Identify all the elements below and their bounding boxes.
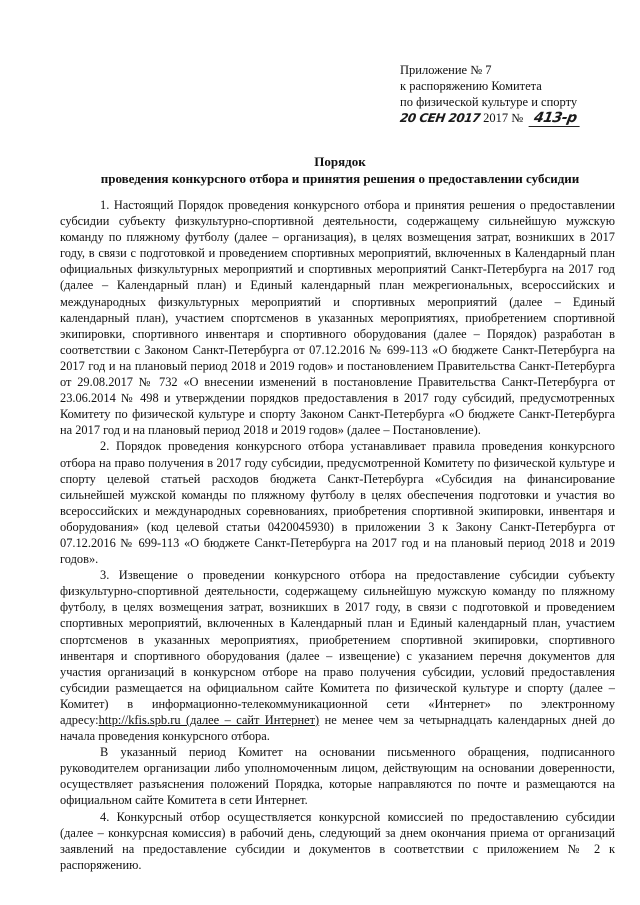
- appendix-committee-line: по физической культуре и спорту: [400, 95, 578, 109]
- document-title: Порядок: [314, 154, 366, 169]
- appendix-order-line: к распоряжению Комитета: [400, 79, 542, 93]
- appendix-block: [400, 62, 625, 127]
- appendix-year-number-label: 2017 №: [483, 111, 524, 125]
- document-subtitle: проведения конкурсного отбора и принятия решения о предоставлении субсидии: [100, 171, 580, 186]
- paragraph-2: 2. Порядок проведения конкурсного отбора устанавливает правила проведения конкурсного отбора на право получения в 2017 году субсидии, предусмотренной Комитету по физической культуре и спорту целевой статьей расходов бюджета Санкт-Петербурга «Субсидия на финансирование сильнейшей мужской команды по пляжному футболу в целях обеспечения подготовки и участия во всероссийских и международных соревнованиях, приобретения спортивной экипировки, инвентаря и оборудования» (код целевой статьи 0420045930) в приложении 3 к Закону Санкт-Петербурга от 07.12.2016 № 699-113 «О бюджете Санкт-Петербурга на 2017 год и на плановый период 2018 и 2019 годов».: [60, 439, 615, 567]
- paragraph-3-text-end: не менее чем за четырнадцать календарных дней до начала проведения конкурсного отбора.: [60, 713, 615, 744]
- document-body: [60, 197, 615, 873]
- paragraph-1: 1. Настоящий Порядок проведения конкурсного отбора и принятия решения о предоставлении субсидии субъекту физкультурно-спортивной деятельности, содержащему сильнейшую мужскую команду по пляжному футболу (далее – организация), в целях возмещения затрат, возникших в 2017 году, в связи с подготовкой и проведением спортивных мероприятий, включенных в Календарный план официальных физкультурных мероприятий и спортивных мероприятий Санкт-Петербурга на 2017 год (далее – Календарный план) и Единый календарный план межрегиональных, всероссийских и международных физкультурных мероприятий и спортивных мероприятий (далее – Единый календарный план), участием спортсменов в указанных мероприятиях, приобретением спортивной экипировки, спортивного инвентаря и спортивного оборудования (далее – Порядок) разработан в соответствии с Законом Санкт-Петербурга от 07.12.2016 № 699-113 «О бюджете Санкт-Петербурга на 2017 год и на плановый период 2018 и 2019 годов» и постановлением Правительства Санкт-Петербурга от 29.08.2017 № 732 «О внесении изменений в постановление Правительства Санкт-Петербурга от 23.06.2014 № 498 и утверждении порядков предоставления в 2017 году субсидий, предусмотренных Комитету по физической культуре и спорту Законом Санкт-Петербурга «О бюджете Санкт-Петербурга на 2017 год и на плановый период 2018 и 2019 годов» (далее – Постановление).: [60, 198, 615, 438]
- website-link[interactable]: http://kfis.spb.ru (далее – сайт Интернет): [98, 713, 320, 727]
- paragraph-5: 4. Конкурсный отбор осуществляется конкурсной комиссией по предоставлению субсидии (далее – конкурсная комиссия) в рабочий день, следующий за днем окончания приема от организаций заявлений на предоставление субсидии и документов в соответствии с приложением № 2 к распоряжению.: [60, 809, 615, 872]
- paragraph-3-text: 3. Извещение о проведении конкурсного отбора на предоставление субсидии субъекту физкультурно-спортивной деятельности, содержащему сильнейшую мужскую команду по пляжному футболу, в целях возмещения затрат, возникших в 2017 году, в связи с подготовкой и проведением спортивных мероприятий, включенных в Календарный план и Единый календарный план, участием спортсменов в указанных мероприятиях, приобретением спортивной экипировки, спортивного инвентаря и спортивного оборудования (далее – извещение) с указанием перечня документов для участия организаций в конкурсном отборе на право получения субсидии, условий предоставления субсидии размещается на официальном сайте Комитета по физической культуре и спорту (далее – Комитет) в информационно-телекоммуникационной сети «Интернет» по электронному адресу:: [60, 568, 615, 727]
- paragraph-3: [60, 567, 615, 744]
- paragraph-4: В указанный период Комитет на основании письменного обращения, подписанного руководителем организации либо уполномоченным лицом, действующим на основании доверенности, осуществляет разъяснения положений Порядка, которые направляются по почте и размещаются на официальном сайте Комитета в сети Интернет.: [60, 745, 615, 808]
- appendix-title: Приложение № 7: [400, 63, 492, 77]
- handwritten-date: 20 СЕН 2017: [399, 111, 481, 125]
- handwritten-order-number: 413-р: [529, 110, 583, 127]
- appendix-date-line: [400, 110, 625, 127]
